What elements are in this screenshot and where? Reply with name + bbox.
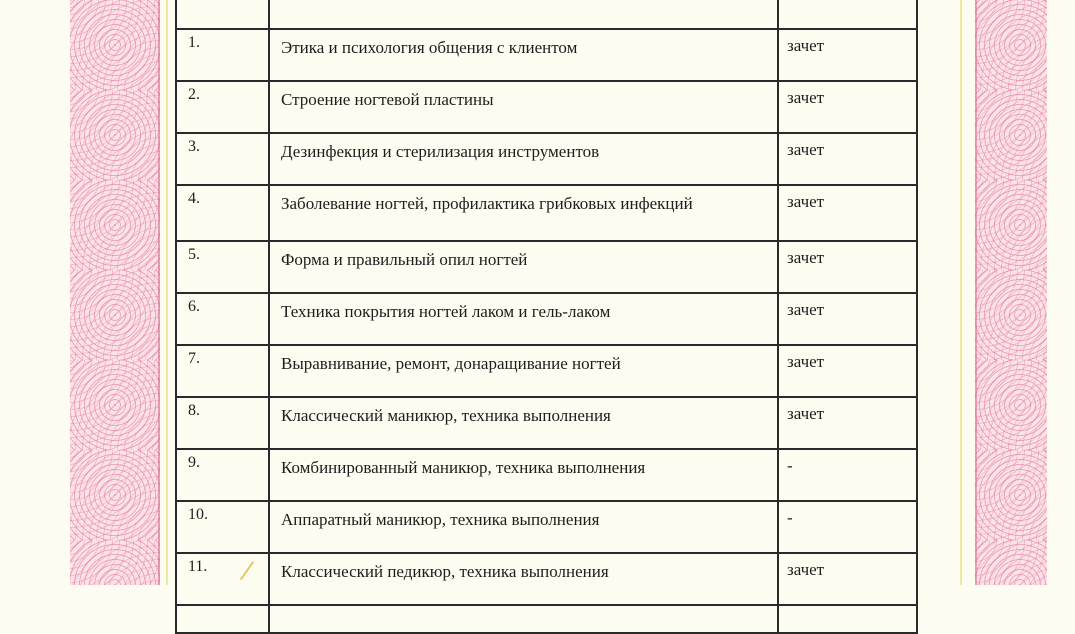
table-row: [176, 501, 917, 553]
row-subject: Заболевание ногтей, профилактика грибковых инфекций: [269, 185, 778, 241]
row-result: зачет: [778, 293, 917, 345]
guilloche-border-right: [975, 0, 1047, 585]
row-number: 7.: [176, 345, 269, 397]
table-row: [176, 185, 917, 241]
table-row: [176, 81, 917, 133]
table-row: [176, 345, 917, 397]
row-number: 6.: [176, 293, 269, 345]
table-row: [176, 133, 917, 185]
guilloche-border-left: [70, 0, 160, 585]
table-row: [176, 29, 917, 81]
row-subject: Комбинированный маникюр, техника выполнения: [269, 449, 778, 501]
row-number: 8.: [176, 397, 269, 449]
row-result: -: [778, 501, 917, 553]
row-subject: Этика и психология общения с клиентом: [269, 29, 778, 81]
row-number: 4.: [176, 185, 269, 241]
row-result: зачет: [778, 553, 917, 605]
subjects-table-body: [176, 0, 917, 633]
row-subject: Форма и правильный опил ногтей: [269, 241, 778, 293]
table-row: [176, 241, 917, 293]
row-result: -: [778, 449, 917, 501]
header-cell-result: [778, 0, 917, 29]
subjects-table: [175, 0, 918, 634]
row-result: зачет: [778, 397, 917, 449]
row-subject: Выравнивание, ремонт, донаращивание ногтей: [269, 345, 778, 397]
stub-cell: [176, 605, 269, 633]
table-row-partial: [176, 605, 917, 633]
row-result: зачет: [778, 29, 917, 81]
header-cell-subject: [269, 0, 778, 29]
stub-cell: [269, 605, 778, 633]
row-number: 9.: [176, 449, 269, 501]
table-row: [176, 449, 917, 501]
row-result: зачет: [778, 345, 917, 397]
row-number: 3.: [176, 133, 269, 185]
row-number: 2.: [176, 81, 269, 133]
row-number: 11.: [176, 553, 269, 605]
row-number: 5.: [176, 241, 269, 293]
row-result: зачет: [778, 241, 917, 293]
stub-cell: [778, 605, 917, 633]
row-subject: Классический маникюр, техника выполнения: [269, 397, 778, 449]
row-number: 10.: [176, 501, 269, 553]
row-subject: Классический педикюр, техника выполнения: [269, 553, 778, 605]
frame-line-left: [166, 0, 168, 585]
table-row: [176, 397, 917, 449]
row-result: зачет: [778, 81, 917, 133]
header-cell-number: [176, 0, 269, 29]
row-result: зачет: [778, 133, 917, 185]
row-subject: Аппаратный маникюр, техника выполнения: [269, 501, 778, 553]
row-number: 1.: [176, 29, 269, 81]
row-subject: Техника покрытия ногтей лаком и гель-лаком: [269, 293, 778, 345]
row-subject: Дезинфекция и стерилизация инструментов: [269, 133, 778, 185]
row-subject: Строение ногтевой пластины: [269, 81, 778, 133]
frame-line-right: [960, 0, 962, 585]
row-result: зачет: [778, 185, 917, 241]
table-row: [176, 553, 917, 605]
table-header-row: [176, 0, 917, 29]
table-row: [176, 293, 917, 345]
